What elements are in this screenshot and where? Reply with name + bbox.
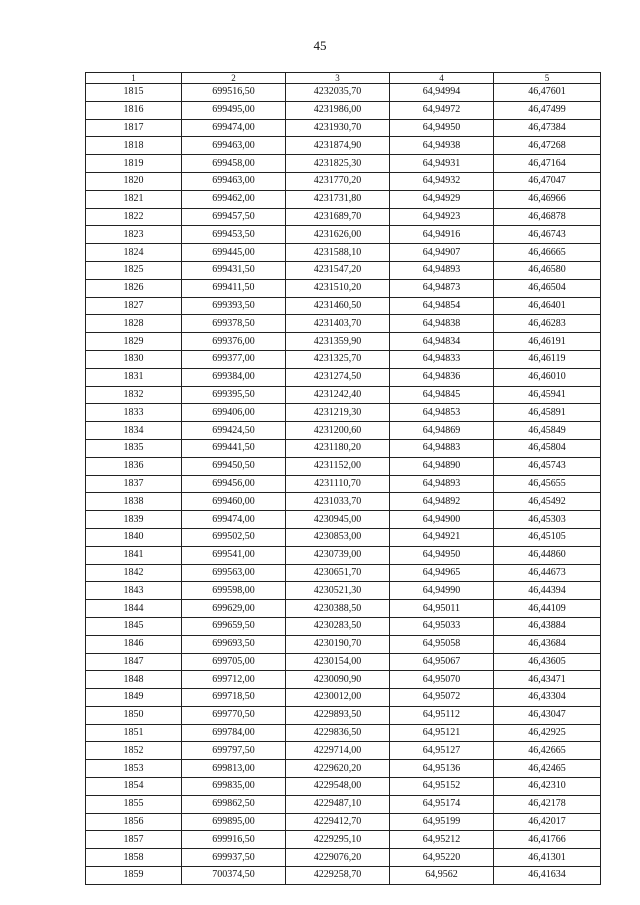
table-cell: 64,94950 (390, 546, 494, 564)
table-cell: 46,46010 (494, 368, 601, 386)
table-cell: 64,94838 (390, 315, 494, 333)
table-cell: 699895,00 (182, 813, 286, 831)
table-cell: 64,95199 (390, 813, 494, 831)
table-row (86, 297, 601, 315)
table-cell: 64,94938 (390, 137, 494, 155)
table-header-row (86, 73, 601, 84)
table-cell: 4229836,50 (286, 724, 390, 742)
table-row (86, 867, 601, 885)
table-cell: 1845 (86, 617, 182, 635)
table-row (86, 261, 601, 279)
table-row (86, 600, 601, 618)
table-cell: 46,46580 (494, 261, 601, 279)
table-cell: 4231325,70 (286, 350, 390, 368)
table-cell: 46,46191 (494, 333, 601, 351)
table-cell: 699460,00 (182, 493, 286, 511)
table-cell: 64,95220 (390, 849, 494, 867)
table-row (86, 671, 601, 689)
table-cell: 46,47047 (494, 172, 601, 190)
table-cell: 64,94892 (390, 493, 494, 511)
table-cell: 1857 (86, 831, 182, 849)
table-cell: 1839 (86, 511, 182, 529)
table-cell: 699393,50 (182, 297, 286, 315)
table-cell: 46,47164 (494, 155, 601, 173)
table-row (86, 511, 601, 529)
table-cell: 64,94883 (390, 439, 494, 457)
table-row (86, 350, 601, 368)
table-cell: 4230651,70 (286, 564, 390, 582)
table-cell: 46,42925 (494, 724, 601, 742)
table-cell: 46,42465 (494, 760, 601, 778)
table-cell: 1833 (86, 404, 182, 422)
table-cell: 46,43605 (494, 653, 601, 671)
table-cell: 46,47601 (494, 84, 601, 102)
column-header: 2 (182, 73, 286, 84)
table-cell: 46,42310 (494, 778, 601, 796)
table-cell: 4229076,20 (286, 849, 390, 867)
table-row (86, 386, 601, 404)
table-cell: 46,44673 (494, 564, 601, 582)
table-cell: 1858 (86, 849, 182, 867)
table-cell: 1854 (86, 778, 182, 796)
table-cell: 699516,50 (182, 84, 286, 102)
table-cell: 699693,50 (182, 635, 286, 653)
table-cell: 4229412,70 (286, 813, 390, 831)
table-cell: 699441,50 (182, 439, 286, 457)
table-cell: 699411,50 (182, 279, 286, 297)
table-row (86, 653, 601, 671)
table-cell: 64,94921 (390, 528, 494, 546)
table-cell: 699406,00 (182, 404, 286, 422)
table-cell: 4229714,00 (286, 742, 390, 760)
table-cell: 4231403,70 (286, 315, 390, 333)
table-row (86, 172, 601, 190)
table-cell: 699598,00 (182, 582, 286, 600)
table-cell: 64,94965 (390, 564, 494, 582)
table-cell: 64,94990 (390, 582, 494, 600)
table-row (86, 155, 601, 173)
table-cell: 64,95127 (390, 742, 494, 760)
table-cell: 4231510,20 (286, 279, 390, 297)
table-cell: 1848 (86, 671, 182, 689)
table-cell: 64,94994 (390, 84, 494, 102)
table-cell: 699937,50 (182, 849, 286, 867)
table-cell: 64,94836 (390, 368, 494, 386)
table-cell: 64,94853 (390, 404, 494, 422)
table-cell: 64,94869 (390, 422, 494, 440)
table-row (86, 617, 601, 635)
table-cell: 64,94834 (390, 333, 494, 351)
table-cell: 1832 (86, 386, 182, 404)
table-cell: 1815 (86, 84, 182, 102)
table-cell: 4231689,70 (286, 208, 390, 226)
table-row (86, 404, 601, 422)
table-cell: 64,95011 (390, 600, 494, 618)
table-cell: 4231460,50 (286, 297, 390, 315)
table-cell: 64,94893 (390, 475, 494, 493)
table-cell: 64,94972 (390, 101, 494, 119)
table-cell: 46,45804 (494, 439, 601, 457)
table-cell: 4229893,50 (286, 706, 390, 724)
table-cell: 46,42665 (494, 742, 601, 760)
table-cell: 64,95136 (390, 760, 494, 778)
table-cell: 4231180,20 (286, 439, 390, 457)
table-cell: 1818 (86, 137, 182, 155)
table-cell: 46,41766 (494, 831, 601, 849)
table-cell: 46,46119 (494, 350, 601, 368)
table-cell: 46,43304 (494, 689, 601, 707)
table-cell: 1835 (86, 439, 182, 457)
table-cell: 1855 (86, 795, 182, 813)
table-cell: 699457,50 (182, 208, 286, 226)
table-cell: 1828 (86, 315, 182, 333)
table-cell: 4229258,70 (286, 867, 390, 885)
table-cell: 64,95112 (390, 706, 494, 724)
table-cell: 4231770,20 (286, 172, 390, 190)
table-row (86, 119, 601, 137)
table-cell: 46,42017 (494, 813, 601, 831)
table-cell: 64,95070 (390, 671, 494, 689)
table-cell: 1846 (86, 635, 182, 653)
table-cell: 64,94845 (390, 386, 494, 404)
table-cell: 64,95212 (390, 831, 494, 849)
table-cell: 4229620,20 (286, 760, 390, 778)
column-header: 4 (390, 73, 494, 84)
table-cell: 1843 (86, 582, 182, 600)
coordinates-table (85, 72, 601, 885)
table-cell: 4231200,60 (286, 422, 390, 440)
table-cell: 699502,50 (182, 528, 286, 546)
table-cell: 1827 (86, 297, 182, 315)
table-cell: 1822 (86, 208, 182, 226)
table-cell: 4231359,90 (286, 333, 390, 351)
table-cell: 699474,00 (182, 119, 286, 137)
table-cell: 4230154,00 (286, 653, 390, 671)
table-row (86, 137, 601, 155)
table-cell: 699463,00 (182, 137, 286, 155)
table-cell: 4231219,30 (286, 404, 390, 422)
table-cell: 46,46665 (494, 244, 601, 262)
table-cell: 4231825,30 (286, 155, 390, 173)
table-cell: 1852 (86, 742, 182, 760)
table-cell: 46,46401 (494, 297, 601, 315)
table-row (86, 439, 601, 457)
table-cell: 1824 (86, 244, 182, 262)
table-row (86, 528, 601, 546)
table-row (86, 190, 601, 208)
table-cell: 64,94950 (390, 119, 494, 137)
table-cell: 64,9562 (390, 867, 494, 885)
table-cell: 46,46878 (494, 208, 601, 226)
table-cell: 46,45655 (494, 475, 601, 493)
table-cell: 4230739,00 (286, 546, 390, 564)
table-cell: 1847 (86, 653, 182, 671)
table-cell: 4229487,10 (286, 795, 390, 813)
table-cell: 699862,50 (182, 795, 286, 813)
table-cell: 4229295,10 (286, 831, 390, 849)
table-cell: 46,47268 (494, 137, 601, 155)
table-cell: 46,44394 (494, 582, 601, 600)
table-cell: 1834 (86, 422, 182, 440)
table-cell: 4230012,00 (286, 689, 390, 707)
table-cell: 64,95067 (390, 653, 494, 671)
table-cell: 1837 (86, 475, 182, 493)
table-cell: 1840 (86, 528, 182, 546)
table-cell: 46,45849 (494, 422, 601, 440)
table-cell: 46,46743 (494, 226, 601, 244)
table-cell: 4230090,90 (286, 671, 390, 689)
table-cell: 699384,00 (182, 368, 286, 386)
table-cell: 46,44860 (494, 546, 601, 564)
table-cell: 699395,50 (182, 386, 286, 404)
table-row (86, 813, 601, 831)
table-cell: 1836 (86, 457, 182, 475)
table-row (86, 831, 601, 849)
table-cell: 64,94929 (390, 190, 494, 208)
table-cell: 64,94873 (390, 279, 494, 297)
table-cell: 699431,50 (182, 261, 286, 279)
table-cell: 4230283,50 (286, 617, 390, 635)
table-cell: 699453,50 (182, 226, 286, 244)
table-cell: 64,95072 (390, 689, 494, 707)
table-cell: 699541,00 (182, 546, 286, 564)
table-cell: 46,41301 (494, 849, 601, 867)
table-cell: 1859 (86, 867, 182, 885)
table-cell: 4231547,20 (286, 261, 390, 279)
table-cell: 699770,50 (182, 706, 286, 724)
table-row (86, 475, 601, 493)
table-cell: 1850 (86, 706, 182, 724)
table-cell: 4230388,50 (286, 600, 390, 618)
table-cell: 699474,00 (182, 511, 286, 529)
table-cell: 1821 (86, 190, 182, 208)
table-cell: 46,45743 (494, 457, 601, 475)
table-cell: 1856 (86, 813, 182, 831)
table-cell: 4231986,00 (286, 101, 390, 119)
table-cell: 4231588,10 (286, 244, 390, 262)
table-row (86, 742, 601, 760)
table-cell: 1844 (86, 600, 182, 618)
table-cell: 1819 (86, 155, 182, 173)
table-row (86, 778, 601, 796)
table-cell: 64,95033 (390, 617, 494, 635)
table-cell: 699377,00 (182, 350, 286, 368)
table-row (86, 422, 601, 440)
table-cell: 699835,00 (182, 778, 286, 796)
table-row (86, 226, 601, 244)
table-cell: 46,46283 (494, 315, 601, 333)
table-row (86, 368, 601, 386)
table-cell: 64,94893 (390, 261, 494, 279)
table-row (86, 564, 601, 582)
table-cell: 46,47499 (494, 101, 601, 119)
table-cell: 46,41634 (494, 867, 601, 885)
table-cell: 1829 (86, 333, 182, 351)
page-number: 45 (313, 38, 327, 53)
table-cell: 699718,50 (182, 689, 286, 707)
table-cell: 699450,50 (182, 457, 286, 475)
table-row (86, 493, 601, 511)
table-cell: 4232035,70 (286, 84, 390, 102)
table-cell: 1825 (86, 261, 182, 279)
table-cell: 4230521,30 (286, 582, 390, 600)
column-header: 5 (494, 73, 601, 84)
table-cell: 46,45303 (494, 511, 601, 529)
table-cell: 4231242,40 (286, 386, 390, 404)
table-cell: 1851 (86, 724, 182, 742)
table-cell: 699376,00 (182, 333, 286, 351)
table-cell: 1831 (86, 368, 182, 386)
table-cell: 700374,50 (182, 867, 286, 885)
table-cell: 699462,00 (182, 190, 286, 208)
table-cell: 4231930,70 (286, 119, 390, 137)
table-row (86, 849, 601, 867)
table-row (86, 635, 601, 653)
table-cell: 46,43884 (494, 617, 601, 635)
table-cell: 46,45891 (494, 404, 601, 422)
column-header: 3 (286, 73, 390, 84)
table-cell: 699495,00 (182, 101, 286, 119)
table-row (86, 582, 601, 600)
table-cell: 1842 (86, 564, 182, 582)
table-row (86, 315, 601, 333)
table-cell: 699705,00 (182, 653, 286, 671)
table-cell: 4231626,00 (286, 226, 390, 244)
table-cell: 46,42178 (494, 795, 601, 813)
table-cell: 46,45941 (494, 386, 601, 404)
table-cell: 699456,00 (182, 475, 286, 493)
table-row (86, 546, 601, 564)
table-row (86, 724, 601, 742)
table-row (86, 244, 601, 262)
table-cell: 1823 (86, 226, 182, 244)
column-header: 1 (86, 73, 182, 84)
table-cell: 64,94923 (390, 208, 494, 226)
table-cell: 699458,00 (182, 155, 286, 173)
table-cell: 64,95121 (390, 724, 494, 742)
table-row (86, 279, 601, 297)
table-cell: 64,95152 (390, 778, 494, 796)
table-cell: 4231110,70 (286, 475, 390, 493)
table-cell: 699563,00 (182, 564, 286, 582)
table-cell: 699797,50 (182, 742, 286, 760)
table-cell: 4231033,70 (286, 493, 390, 511)
table-cell: 64,94900 (390, 511, 494, 529)
table-cell: 4230853,00 (286, 528, 390, 546)
table-cell: 1838 (86, 493, 182, 511)
table-cell: 4231274,50 (286, 368, 390, 386)
table-row (86, 706, 601, 724)
table-cell: 64,94931 (390, 155, 494, 173)
table-cell: 64,94833 (390, 350, 494, 368)
table-cell: 64,95058 (390, 635, 494, 653)
table-row (86, 795, 601, 813)
table-cell: 4231874,90 (286, 137, 390, 155)
table-cell: 4230945,00 (286, 511, 390, 529)
table-row (86, 101, 601, 119)
table-cell: 4229548,00 (286, 778, 390, 796)
table-cell: 46,44109 (494, 600, 601, 618)
table-cell: 64,94916 (390, 226, 494, 244)
table-cell: 1841 (86, 546, 182, 564)
table-cell: 46,43471 (494, 671, 601, 689)
table-cell: 699813,00 (182, 760, 286, 778)
table-cell: 1830 (86, 350, 182, 368)
table-cell: 1826 (86, 279, 182, 297)
table-cell: 1817 (86, 119, 182, 137)
table-cell: 64,94890 (390, 457, 494, 475)
table-cell: 699916,50 (182, 831, 286, 849)
table-cell: 1820 (86, 172, 182, 190)
table-cell: 46,46504 (494, 279, 601, 297)
table-row (86, 760, 601, 778)
table-cell: 64,94907 (390, 244, 494, 262)
table-cell: 64,94932 (390, 172, 494, 190)
table-cell: 699659,50 (182, 617, 286, 635)
table-cell: 699463,00 (182, 172, 286, 190)
table-row (86, 208, 601, 226)
table-cell: 699424,50 (182, 422, 286, 440)
table-cell: 4230190,70 (286, 635, 390, 653)
table-cell: 1816 (86, 101, 182, 119)
table-cell: 4231731,80 (286, 190, 390, 208)
table-cell: 4231152,00 (286, 457, 390, 475)
table-cell: 46,45105 (494, 528, 601, 546)
table-cell: 1849 (86, 689, 182, 707)
table-cell: 699784,00 (182, 724, 286, 742)
table-cell: 64,94854 (390, 297, 494, 315)
table-cell: 699629,00 (182, 600, 286, 618)
table-row (86, 457, 601, 475)
table-cell: 46,45492 (494, 493, 601, 511)
table-row (86, 333, 601, 351)
table-row (86, 84, 601, 102)
table-cell: 46,47384 (494, 119, 601, 137)
table-cell: 46,43684 (494, 635, 601, 653)
table-row (86, 689, 601, 707)
table-cell: 46,43047 (494, 706, 601, 724)
table-cell: 46,46966 (494, 190, 601, 208)
table-cell: 699378,50 (182, 315, 286, 333)
table-cell: 699445,00 (182, 244, 286, 262)
table-cell: 1853 (86, 760, 182, 778)
table-cell: 699712,00 (182, 671, 286, 689)
table-cell: 64,95174 (390, 795, 494, 813)
table-body (86, 84, 601, 885)
